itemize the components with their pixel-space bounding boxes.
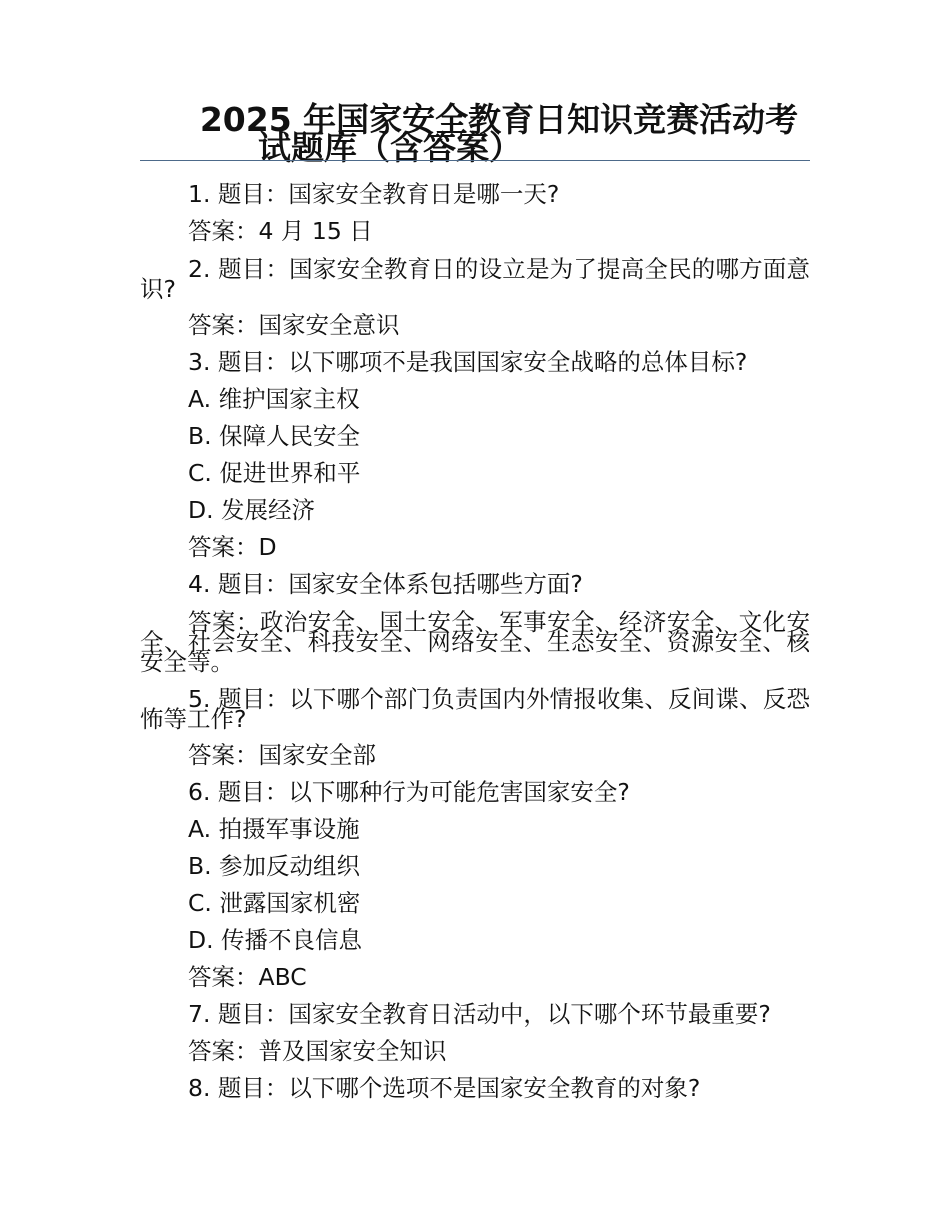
question-3: 3. 题目：以下哪项不是我国国家安全战略的总体目标?	[188, 348, 748, 376]
option-3c: C. 促进世界和平	[188, 459, 361, 487]
question-6: 6. 题目：以下哪种行为可能危害国家安全?	[188, 778, 630, 806]
option-3d: D. 发展经济	[188, 496, 316, 524]
question-2: 2. 题目：国家安全教育日的设立是为了提高全民的哪方面意识?	[140, 255, 810, 303]
option-6b: B. 参加反动组织	[188, 852, 361, 880]
title-line-2: 试题库（含答案）	[258, 128, 522, 167]
answer-3: 答案：D	[188, 533, 277, 561]
title-line-1: 2025 年国家安全教育日知识竞赛活动考	[199, 100, 799, 139]
answer-6: 答案：ABC	[188, 963, 307, 991]
option-3b: B. 保障人民安全	[188, 422, 361, 450]
option-6c: C. 泄露国家机密	[188, 889, 361, 917]
answer-2: 答案：国家安全意识	[188, 311, 400, 339]
question-8: 8. 题目：以下哪个选项不是国家安全教育的对象?	[188, 1074, 701, 1102]
document-body	[140, 176, 810, 1107]
document-title	[140, 100, 810, 167]
answer-5: 答案：国家安全部	[188, 741, 376, 769]
option-6d: D. 传播不良信息	[188, 926, 363, 954]
option-3a: A. 维护国家主权	[188, 385, 360, 413]
answer-7: 答案：普及国家安全知识	[188, 1037, 447, 1065]
answer-1: 答案：4 月 15 日	[188, 217, 373, 245]
answer-4: 答案：政治安全、国土安全、军事安全、经济安全、文化安全、社会安全、科技安全、网络安全、生态安全、资源安全、核安全等。	[140, 608, 810, 676]
title-divider	[140, 160, 810, 161]
question-4: 4. 题目：国家安全体系包括哪些方面?	[188, 570, 583, 598]
question-5: 5. 题目：以下哪个部门负责国内外情报收集、反间谍、反恐怖等工作?	[140, 685, 810, 733]
question-7: 7. 题目：国家安全教育日活动中，以下哪个环节最重要?	[188, 1000, 771, 1028]
question-1: 1. 题目：国家安全教育日是哪一天?	[188, 180, 560, 208]
option-6a: A. 拍摄军事设施	[188, 815, 360, 843]
